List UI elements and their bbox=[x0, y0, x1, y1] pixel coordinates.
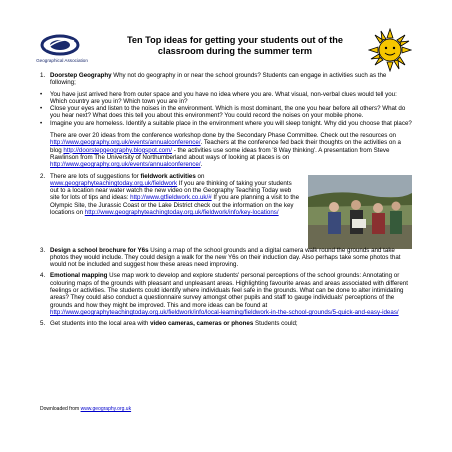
item-heading: Design a school brochure for Y6s bbox=[50, 246, 149, 254]
bullet-text: Close your eyes and listen to the noises in the environment. Which is most dominant, the one you hear before all others? What do you hear next? What does this tell you about this environment? You could record the noises on your mobile phone. bbox=[50, 105, 406, 120]
conference-paragraph: There are over 20 ideas from the conference workshop done by the Secondary Phase Committee. Check out the resources on http://www.geography.org.uk/events/annualconference/. Teachers at the conference fed back their thoughts on the activities on a blog http://doorstepgeography.blogspot.com/ - the activities use some ideas from '8 Way thinking'. A presentation from Steve Rawlinson from The University of Northumberland about ways of looking at places is on http://www.geography.org.uk/events/annualconference/. bbox=[50, 132, 401, 169]
emotional-mapping-link[interactable]: http://www.geographyteachingtoday.org.uk/fieldwork/info/local-learning/fieldwork-in-the-school-grounds/5-quick-and-easy-ideas/ bbox=[50, 308, 399, 316]
page-title: Ten Top ideas for getting your students out of the classroom during the summer term bbox=[126, 35, 344, 56]
item-heading: Doorstep Geography bbox=[50, 72, 112, 79]
item-number: 1. bbox=[40, 72, 46, 79]
item-heading: fieldwork activities bbox=[140, 172, 196, 180]
bullet-text: Imagine you are homeless. Identify a suitable place in the environment where you will sleep tonight. Why did you choose that place? bbox=[50, 119, 412, 127]
list-item-4 bbox=[40, 272, 412, 316]
blog-link[interactable]: http://doorstepgeography.blogspot.com/ bbox=[63, 146, 173, 154]
item-text: Why not do geography in or near the school grounds? Students can engage in activities such as the following; bbox=[50, 72, 387, 87]
geographical-association-logo-icon bbox=[40, 33, 80, 57]
conference-link[interactable]: http://www.geography.org.uk/events/annualconference/ bbox=[50, 139, 201, 147]
bullet-item: • Imagine you are homeless. Identify a suitable place in the environment where you will sleep tonight. Why did you choose that place? bbox=[40, 119, 412, 127]
list-item-5: 5. Get students into the local area with video cameras, cameras or phones Students could; bbox=[40, 320, 298, 328]
footer bbox=[40, 406, 131, 412]
bullet-item: • You have just arrived here from outer space and you have no idea where you are. What visual, non-verbal clues would tell you: Which country are you in? Which town you are in? bbox=[40, 90, 397, 105]
item-heading: Emotional mapping bbox=[50, 272, 108, 280]
item-number: 2. bbox=[40, 172, 46, 180]
item-number: 4. bbox=[40, 272, 46, 280]
bullet-item: • Close your eyes and listen to the noises in the environment. Which is most dominant, the one you hear before all others? What do you hear next? What does this tell you about this environment? You could record the noises on your mobile phone. bbox=[40, 105, 406, 120]
key-locations-link[interactable]: http://www.geographyteachingtoday.org.uk/fieldwork/info/key-locations/ bbox=[84, 209, 279, 217]
footer-link[interactable]: www.geography.org.uk bbox=[80, 406, 132, 412]
item-intro bbox=[50, 72, 412, 87]
fieldwork-photo bbox=[308, 175, 412, 249]
item-text: Using a map of the school grounds and a digital camera walk round the grounds and take photos they would include. They could design a walk for the new Y6s on their induction day. Also perhaps take some photos that would not be included and suggest how these areas need improving. bbox=[50, 246, 401, 269]
item-text-block: There are lots of suggestions for fieldwork activities on www.geographyteachingtoday.org.uk/fieldwork If you are thinking of taking your students out to a location near water watch the new video on the Geography Teaching Today web site for lots of tips and ideas: http://www.gtfieldwork.co.uk/# If you are planning a visit to the Olympic Site, the Jurassic Coast or the Lake District check out the information on the key locations on http://www.geographyteachingtoday.org.uk/fieldwork/info/key-locations/ bbox=[50, 172, 300, 217]
fieldwork-link[interactable]: www.geographyteachingtoday.org.uk/fieldwork bbox=[50, 179, 178, 187]
document-body bbox=[40, 72, 412, 332]
item-number: 5. bbox=[40, 320, 46, 328]
footer-label: Downloaded from bbox=[40, 406, 81, 412]
sun-icon bbox=[368, 28, 412, 72]
gtfieldwork-link[interactable]: http://www.gtfieldwork.co.uk/# bbox=[130, 194, 212, 202]
item-heading: video cameras, cameras or phones bbox=[150, 320, 254, 328]
logo-caption: Geographical Association bbox=[36, 58, 88, 63]
presentation-link[interactable]: http://www.geography.org.uk/events/annualconference/ bbox=[50, 161, 201, 169]
list-item-3 bbox=[40, 247, 412, 269]
bullet-text: You have just arrived here from outer space and you have no idea where you are. What visual, non-verbal clues would tell you: Which country are you in? Which town you are in? bbox=[50, 90, 397, 105]
item-number: 3. bbox=[40, 246, 46, 254]
item-text: Use map work to develop and explore students' personal perceptions of the school grounds: Annotating or colouring maps of the grounds with pleasant and unpleasant areas. Highlighting favourite areas and areas associated with different feelings or activities. The students could identify where individuals feel safe in the grounds. What can be done to alter intimidating areas? They could also conduct a questionnaire survey amongst other pupils and staff to gauge individuals' perceptions of the grounds and how they might be improved. This and more ideas can be found at bbox=[50, 272, 408, 309]
list-item-1 bbox=[40, 72, 412, 87]
list-item-2 bbox=[40, 173, 412, 243]
